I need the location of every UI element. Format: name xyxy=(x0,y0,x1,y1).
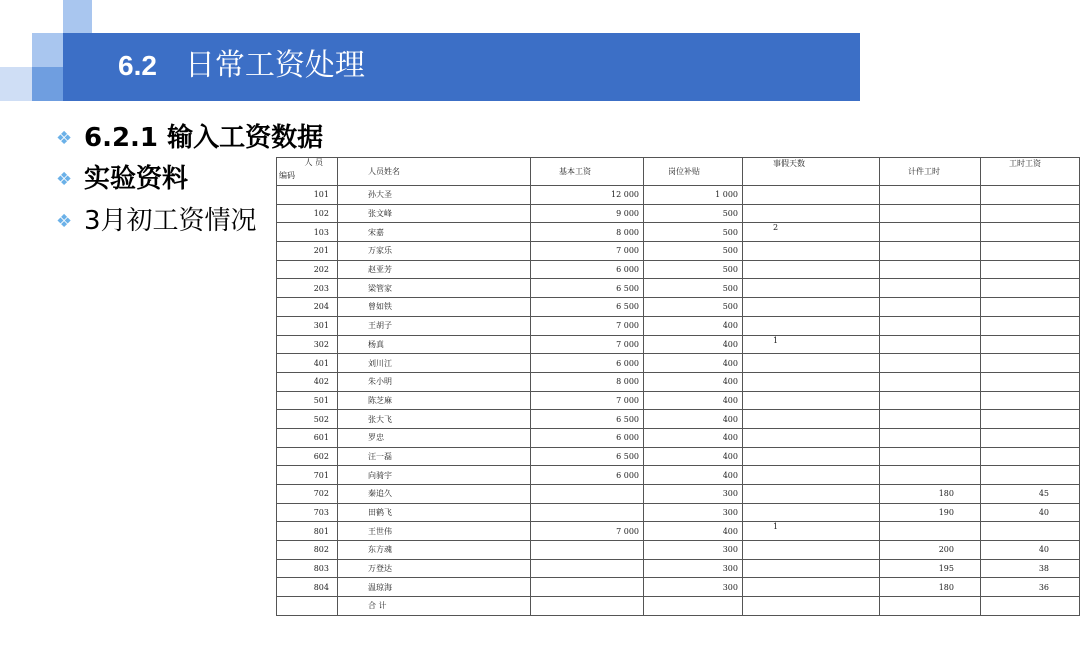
cell-allowance: 400 xyxy=(644,316,743,335)
cell-allowance: 500 xyxy=(644,260,743,279)
cell-leave-days xyxy=(743,410,880,429)
header-base-salary: 基本工资 xyxy=(531,158,644,186)
cell-code: 201 xyxy=(277,242,338,261)
header-code-top: 人 员 xyxy=(304,158,323,167)
cell-name: 张文峰 xyxy=(338,204,531,223)
cell-piece-hours xyxy=(880,466,981,485)
cell-hourly-wage xyxy=(981,372,1080,391)
cell-leave-days xyxy=(743,485,880,504)
cell-allowance: 400 xyxy=(644,447,743,466)
table-row xyxy=(277,503,1080,522)
cell-name: 王世伟 xyxy=(338,522,531,541)
cell-leave-days xyxy=(743,447,880,466)
cell-name: 东方魂 xyxy=(338,541,531,560)
cell-name: 罗忠 xyxy=(338,428,531,447)
header-code-bottom: 编码 xyxy=(279,171,295,180)
table-row xyxy=(277,578,1080,597)
cell-base-salary xyxy=(531,559,644,578)
cell-allowance: 400 xyxy=(644,335,743,354)
cell-name: 陈芝麻 xyxy=(338,391,531,410)
cell-piece-hours: 180 xyxy=(880,578,981,597)
table-row xyxy=(277,466,1080,485)
diamond-bullet-icon: ❖ xyxy=(56,210,73,232)
header-piece-hours: 计件工时 xyxy=(880,158,981,186)
cell-piece-hours xyxy=(880,242,981,261)
page-title xyxy=(118,44,365,88)
decor-square-left-bottom xyxy=(0,67,32,101)
cell-piece-hours: 200 xyxy=(880,541,981,560)
cell-hourly-wage xyxy=(981,354,1080,373)
cell-leave-days: 2 xyxy=(743,223,880,242)
cell-base-salary: 6 000 xyxy=(531,428,644,447)
cell-code: 502 xyxy=(277,410,338,429)
cell-piece-hours xyxy=(880,522,981,541)
cell-hourly-wage xyxy=(981,410,1080,429)
table-row xyxy=(277,260,1080,279)
cell-name: 朱小明 xyxy=(338,372,531,391)
table-row xyxy=(277,522,1080,541)
cell-piece-hours xyxy=(880,298,981,317)
cell-piece-hours: 180 xyxy=(880,485,981,504)
cell-hourly-wage xyxy=(981,204,1080,223)
cell-hourly-wage: 38 xyxy=(981,559,1080,578)
cell-piece-hours xyxy=(880,391,981,410)
cell-base-salary: 9 000 xyxy=(531,204,644,223)
table-row xyxy=(277,242,1080,261)
table-row xyxy=(277,428,1080,447)
cell-leave-days xyxy=(743,391,880,410)
cell-leave-days xyxy=(743,466,880,485)
cell-hourly-wage: 45 xyxy=(981,485,1080,504)
cell-hourly-wage xyxy=(981,447,1080,466)
cell-hourly-wage xyxy=(981,186,1080,205)
cell-allowance: 400 xyxy=(644,428,743,447)
cell-leave-days xyxy=(743,298,880,317)
cell-base-salary xyxy=(531,578,644,597)
cell-leave-days xyxy=(743,354,880,373)
cell-base-salary: 12 000 xyxy=(531,186,644,205)
header-code xyxy=(277,158,338,186)
cell-name: 万家乐 xyxy=(338,242,531,261)
cell-leave-days xyxy=(743,204,880,223)
cell-allowance: 300 xyxy=(644,485,743,504)
cell-code: 203 xyxy=(277,279,338,298)
table-row xyxy=(277,485,1080,504)
table-row xyxy=(277,447,1080,466)
title-text: 日常工资处理 xyxy=(184,48,365,83)
table-row xyxy=(277,391,1080,410)
decor-square-mid xyxy=(32,67,63,101)
cell-base-salary: 6 000 xyxy=(531,260,644,279)
cell-allowance: 300 xyxy=(644,503,743,522)
cell-allowance: 400 xyxy=(644,466,743,485)
cell-name: 向骑宇 xyxy=(338,466,531,485)
header-name: 人员姓名 xyxy=(338,158,531,186)
cell-allowance: 500 xyxy=(644,279,743,298)
cell-leave-days xyxy=(743,279,880,298)
decor-square-top xyxy=(63,0,92,33)
cell-base-salary: 7 000 xyxy=(531,242,644,261)
cell-hourly-wage xyxy=(981,522,1080,541)
header-leave-days: 事假天数 xyxy=(743,158,880,186)
total-cell xyxy=(277,597,338,616)
decor-square-left xyxy=(32,33,63,67)
cell-code: 702 xyxy=(277,485,338,504)
cell-code: 301 xyxy=(277,316,338,335)
cell-allowance: 500 xyxy=(644,204,743,223)
bullet-item xyxy=(56,120,323,157)
cell-name: 刘川江 xyxy=(338,354,531,373)
cell-name: 梁管家 xyxy=(338,279,531,298)
cell-leave-days: 1 xyxy=(743,522,880,541)
cell-piece-hours xyxy=(880,186,981,205)
cell-allowance: 300 xyxy=(644,559,743,578)
cell-code: 302 xyxy=(277,335,338,354)
cell-leave-days xyxy=(743,541,880,560)
table-row xyxy=(277,223,1080,242)
salary-table-container xyxy=(276,157,1049,615)
cell-piece-hours xyxy=(880,354,981,373)
cell-allowance: 1 000 xyxy=(644,186,743,205)
cell-base-salary: 8 000 xyxy=(531,223,644,242)
cell-piece-hours xyxy=(880,428,981,447)
cell-code: 204 xyxy=(277,298,338,317)
cell-leave-days xyxy=(743,242,880,261)
cell-piece-hours xyxy=(880,372,981,391)
cell-leave-days xyxy=(743,559,880,578)
cell-code: 402 xyxy=(277,372,338,391)
cell-leave-days xyxy=(743,428,880,447)
bullet-item xyxy=(56,203,257,240)
cell-piece-hours xyxy=(880,260,981,279)
cell-code: 804 xyxy=(277,578,338,597)
cell-allowance: 500 xyxy=(644,242,743,261)
cell-name: 赵亚芳 xyxy=(338,260,531,279)
cell-base-salary: 7 000 xyxy=(531,522,644,541)
cell-code: 101 xyxy=(277,186,338,205)
cell-name: 孙大圣 xyxy=(338,186,531,205)
diamond-bullet-icon: ❖ xyxy=(56,168,73,190)
cell-name: 万登达 xyxy=(338,559,531,578)
section-number: 6.2 xyxy=(118,50,157,81)
table-body xyxy=(277,186,1080,616)
bullet-text: 6.2.1 输入工资数据 xyxy=(84,123,324,153)
table-row xyxy=(277,279,1080,298)
cell-code: 401 xyxy=(277,354,338,373)
cell-base-salary: 6 000 xyxy=(531,354,644,373)
cell-allowance: 400 xyxy=(644,410,743,429)
table-row xyxy=(277,372,1080,391)
cell-name: 张大飞 xyxy=(338,410,531,429)
cell-base-salary: 6 500 xyxy=(531,298,644,317)
cell-base-salary xyxy=(531,541,644,560)
cell-name: 宋嘉 xyxy=(338,223,531,242)
table-row xyxy=(277,316,1080,335)
cell-code: 602 xyxy=(277,447,338,466)
total-cell xyxy=(531,597,644,616)
total-row xyxy=(277,597,1080,616)
table-row xyxy=(277,298,1080,317)
header-post-allowance: 岗位补贴 xyxy=(644,158,743,186)
cell-leave-days xyxy=(743,372,880,391)
cell-base-salary: 7 000 xyxy=(531,316,644,335)
cell-piece-hours xyxy=(880,204,981,223)
cell-leave-days xyxy=(743,186,880,205)
cell-name: 秦追久 xyxy=(338,485,531,504)
cell-hourly-wage xyxy=(981,242,1080,261)
cell-base-salary: 8 000 xyxy=(531,372,644,391)
table-row xyxy=(277,204,1080,223)
cell-base-salary xyxy=(531,485,644,504)
diamond-bullet-icon: ❖ xyxy=(56,127,73,149)
cell-hourly-wage xyxy=(981,260,1080,279)
cell-base-salary: 6 500 xyxy=(531,279,644,298)
cell-code: 701 xyxy=(277,466,338,485)
cell-hourly-wage xyxy=(981,391,1080,410)
total-cell xyxy=(743,597,880,616)
cell-name: 温琼海 xyxy=(338,578,531,597)
cell-hourly-wage: 40 xyxy=(981,503,1080,522)
cell-code: 103 xyxy=(277,223,338,242)
cell-piece-hours: 190 xyxy=(880,503,981,522)
cell-piece-hours xyxy=(880,279,981,298)
cell-piece-hours xyxy=(880,223,981,242)
cell-code: 601 xyxy=(277,428,338,447)
table-row xyxy=(277,354,1080,373)
bullet-item xyxy=(56,161,188,198)
cell-piece-hours xyxy=(880,316,981,335)
table-row xyxy=(277,186,1080,205)
cell-name: 王胡子 xyxy=(338,316,531,335)
cell-code: 801 xyxy=(277,522,338,541)
table-row xyxy=(277,410,1080,429)
cell-allowance: 500 xyxy=(644,223,743,242)
cell-hourly-wage: 40 xyxy=(981,541,1080,560)
cell-code: 501 xyxy=(277,391,338,410)
cell-name: 田鹤飞 xyxy=(338,503,531,522)
cell-code: 803 xyxy=(277,559,338,578)
cell-allowance: 400 xyxy=(644,354,743,373)
cell-hourly-wage xyxy=(981,223,1080,242)
cell-base-salary: 6 500 xyxy=(531,447,644,466)
cell-code: 703 xyxy=(277,503,338,522)
table-header-row xyxy=(277,158,1080,186)
total-cell xyxy=(644,597,743,616)
cell-base-salary: 6 000 xyxy=(531,466,644,485)
cell-code: 202 xyxy=(277,260,338,279)
total-cell xyxy=(981,597,1080,616)
cell-hourly-wage: 36 xyxy=(981,578,1080,597)
table-row xyxy=(277,335,1080,354)
bullet-text: 实验资料 xyxy=(84,164,189,194)
total-label: 合 计 xyxy=(338,597,531,616)
cell-allowance: 500 xyxy=(644,298,743,317)
cell-hourly-wage xyxy=(981,279,1080,298)
cell-hourly-wage xyxy=(981,428,1080,447)
table-row xyxy=(277,541,1080,560)
cell-name: 曾如铁 xyxy=(338,298,531,317)
cell-hourly-wage xyxy=(981,298,1080,317)
cell-code: 102 xyxy=(277,204,338,223)
bullet-text: 3月初工资情况 xyxy=(84,206,257,236)
cell-leave-days xyxy=(743,578,880,597)
header-hourly-wage: 工时工资 xyxy=(981,158,1080,186)
cell-allowance: 400 xyxy=(644,372,743,391)
cell-base-salary: 7 000 xyxy=(531,391,644,410)
cell-allowance: 300 xyxy=(644,578,743,597)
cell-base-salary: 6 500 xyxy=(531,410,644,429)
table-row xyxy=(277,559,1080,578)
cell-leave-days xyxy=(743,316,880,335)
cell-hourly-wage xyxy=(981,466,1080,485)
cell-base-salary xyxy=(531,503,644,522)
salary-table xyxy=(276,157,1080,616)
cell-hourly-wage xyxy=(981,335,1080,354)
total-cell xyxy=(880,597,981,616)
cell-leave-days xyxy=(743,503,880,522)
cell-leave-days: 1 xyxy=(743,335,880,354)
cell-hourly-wage xyxy=(981,316,1080,335)
cell-piece-hours xyxy=(880,335,981,354)
cell-allowance: 400 xyxy=(644,391,743,410)
cell-code: 802 xyxy=(277,541,338,560)
cell-name: 汪一磊 xyxy=(338,447,531,466)
cell-piece-hours xyxy=(880,447,981,466)
cell-base-salary: 7 000 xyxy=(531,335,644,354)
cell-name: 杨真 xyxy=(338,335,531,354)
cell-piece-hours: 195 xyxy=(880,559,981,578)
cell-allowance: 400 xyxy=(644,522,743,541)
cell-leave-days xyxy=(743,260,880,279)
cell-piece-hours xyxy=(880,410,981,429)
cell-allowance: 300 xyxy=(644,541,743,560)
